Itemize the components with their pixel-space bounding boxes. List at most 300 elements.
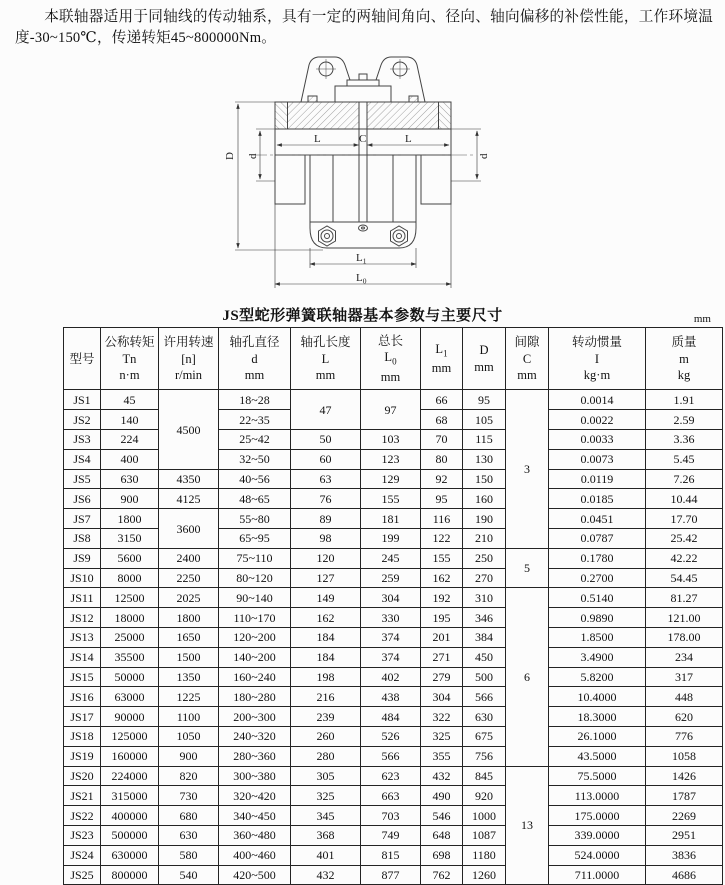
value-cell: 42.22	[646, 548, 723, 568]
value-cell: 1058	[646, 746, 723, 766]
value-cell: 271	[421, 647, 463, 667]
value-cell: 630	[101, 469, 159, 489]
value-cell: 3600	[159, 509, 219, 549]
value-cell: 630000	[101, 845, 159, 865]
dim-label-d-right: d	[477, 153, 490, 160]
value-cell: 47	[291, 390, 361, 430]
value-cell: 845	[463, 766, 506, 786]
value-cell: 0.0073	[549, 449, 646, 469]
value-cell: 526	[361, 726, 421, 746]
value-cell: 199	[361, 529, 421, 549]
value-cell: 730	[159, 786, 219, 806]
table-title: JS型蛇形弹簧联轴器基本参数与主要尺寸	[222, 308, 503, 325]
value-cell: 0.5140	[549, 588, 646, 608]
value-cell: 55~80	[219, 509, 291, 529]
value-cell: 304	[421, 687, 463, 707]
value-cell: 35500	[101, 647, 159, 667]
model-cell: JS16	[64, 687, 101, 707]
spec-table	[63, 327, 723, 885]
value-cell: 120~200	[219, 628, 291, 648]
value-cell: 438	[361, 687, 421, 707]
value-cell: 90000	[101, 707, 159, 727]
value-cell: 304	[361, 588, 421, 608]
value-cell: 8000	[101, 568, 159, 588]
value-cell: 648	[421, 825, 463, 845]
table-row	[64, 628, 723, 648]
value-cell: 95	[421, 489, 463, 509]
value-cell: 250	[463, 548, 506, 568]
model-cell: JS4	[64, 449, 101, 469]
dim-label-d-left: d	[246, 153, 259, 160]
header-row	[64, 328, 723, 390]
value-cell: 345	[291, 806, 361, 826]
col-header-bore-diameter: 轴孔直径 d mm	[219, 328, 291, 390]
value-cell: 315000	[101, 786, 159, 806]
value-cell: 305	[291, 766, 361, 786]
value-cell: 98	[291, 529, 361, 549]
value-cell: 2400	[159, 548, 219, 568]
dim-label-L0: $L_0$	[355, 272, 366, 286]
value-cell: 113.0000	[549, 786, 646, 806]
value-cell: 54.45	[646, 568, 723, 588]
model-cell: JS20	[64, 766, 101, 786]
value-cell: 5600	[101, 548, 159, 568]
value-cell: 2250	[159, 568, 219, 588]
table-row	[64, 825, 723, 845]
value-cell: 300~380	[219, 766, 291, 786]
model-cell: JS17	[64, 707, 101, 727]
table-row	[64, 390, 723, 410]
value-cell: 0.0185	[549, 489, 646, 509]
value-cell: 43.5000	[549, 746, 646, 766]
value-cell: 1350	[159, 667, 219, 687]
value-cell: 50000	[101, 667, 159, 687]
value-cell: 245	[361, 548, 421, 568]
value-cell: 317	[646, 667, 723, 687]
value-cell: 1087	[463, 825, 506, 845]
model-cell: JS9	[64, 548, 101, 568]
value-cell: 239	[291, 707, 361, 727]
value-cell: 815	[361, 845, 421, 865]
table-row	[64, 548, 723, 568]
value-cell: 259	[361, 568, 421, 588]
value-cell: 190	[463, 509, 506, 529]
value-cell: 60	[291, 449, 361, 469]
value-cell: 123	[361, 449, 421, 469]
value-cell: 280	[291, 746, 361, 766]
value-cell: 76	[291, 489, 361, 509]
value-cell: 224000	[101, 766, 159, 786]
value-cell: 66	[421, 390, 463, 410]
value-cell: 140	[101, 410, 159, 430]
value-cell: 3.4900	[549, 647, 646, 667]
table-row	[64, 608, 723, 628]
value-cell: 402	[361, 667, 421, 687]
col-header-model: 型号	[64, 328, 101, 390]
table-row	[64, 766, 723, 786]
value-cell: 630	[463, 707, 506, 727]
intro-paragraph: 本联轴器适用于同轴线的传动轴系，具有一定的两轴间角向、径向、轴向偏移的补偿性能，工作环境温度-30~150℃，传递转矩45~800000Nm。	[15, 9, 713, 46]
table-row	[64, 489, 723, 509]
value-cell: 120	[291, 548, 361, 568]
value-cell: 4500	[159, 390, 219, 469]
value-cell: 105	[463, 410, 506, 430]
value-cell: 103	[361, 430, 421, 450]
value-cell: 7.26	[646, 469, 723, 489]
value-cell: 0.9890	[549, 608, 646, 628]
value-cell: 280~360	[219, 746, 291, 766]
value-cell: 115	[463, 430, 506, 450]
value-cell: 0.0451	[549, 509, 646, 529]
spec-table-head	[64, 328, 723, 390]
model-cell: JS11	[64, 588, 101, 608]
value-cell: 80~120	[219, 568, 291, 588]
col-header-moment-of-inertia: 转动惯量 I kg·m	[549, 328, 646, 390]
value-cell: 368	[291, 825, 361, 845]
value-cell: 198	[291, 667, 361, 687]
value-cell: 1800	[159, 608, 219, 628]
table-row	[64, 588, 723, 608]
value-cell: 1225	[159, 687, 219, 707]
value-cell: 1050	[159, 726, 219, 746]
value-cell: 1500	[159, 647, 219, 667]
value-cell: 181	[361, 509, 421, 529]
value-cell: 1180	[463, 845, 506, 865]
value-cell: 360~480	[219, 825, 291, 845]
value-cell: 1426	[646, 766, 723, 786]
value-cell: 3.36	[646, 430, 723, 450]
value-cell: 240~320	[219, 726, 291, 746]
value-cell: 340~450	[219, 806, 291, 826]
model-cell: JS10	[64, 568, 101, 588]
value-cell: 0.2700	[549, 568, 646, 588]
value-cell: 18.3000	[549, 707, 646, 727]
value-cell: 2025	[159, 588, 219, 608]
value-cell: 90~140	[219, 588, 291, 608]
value-cell: 150	[463, 469, 506, 489]
table-row	[64, 786, 723, 806]
value-cell: 800000	[101, 865, 159, 885]
value-cell: 450	[463, 647, 506, 667]
table-title-row	[0, 304, 725, 324]
value-cell: 224	[101, 430, 159, 450]
model-cell: JS13	[64, 628, 101, 648]
table-row	[64, 845, 723, 865]
value-cell: 81.27	[646, 588, 723, 608]
guard-outline	[301, 57, 425, 102]
table-row	[64, 509, 723, 529]
value-cell: 5.8200	[549, 667, 646, 687]
model-cell: JS1	[64, 390, 101, 410]
value-cell: 75~110	[219, 548, 291, 568]
value-cell: 663	[361, 786, 421, 806]
value-cell: 762	[421, 865, 463, 885]
col-header-bore-length: 轴孔长度 L mm	[291, 328, 361, 390]
value-cell: 540	[159, 865, 219, 885]
value-cell: 175.0000	[549, 806, 646, 826]
value-cell: 26.1000	[549, 726, 646, 746]
value-cell: 0.0787	[549, 529, 646, 549]
value-cell: 623	[361, 766, 421, 786]
table-row	[64, 806, 723, 826]
value-cell: 0.0022	[549, 410, 646, 430]
value-cell: 279	[421, 667, 463, 687]
value-cell: 320~420	[219, 786, 291, 806]
model-cell: JS24	[64, 845, 101, 865]
value-cell: 130	[463, 449, 506, 469]
value-cell: 140~200	[219, 647, 291, 667]
value-cell: 566	[361, 746, 421, 766]
value-cell: 756	[463, 746, 506, 766]
col-header-l1-dim: $L_1$ mm	[421, 328, 463, 390]
col-header-mass: 质量 m kg	[646, 328, 723, 390]
value-cell: 566	[463, 687, 506, 707]
value-cell: 776	[646, 726, 723, 746]
value-cell: 10.44	[646, 489, 723, 509]
value-cell: 630	[159, 825, 219, 845]
table-row	[64, 865, 723, 885]
value-cell: 448	[646, 687, 723, 707]
value-cell: 484	[361, 707, 421, 727]
value-cell: 2269	[646, 806, 723, 826]
value-cell: 95	[463, 390, 506, 410]
value-cell: 121.00	[646, 608, 723, 628]
value-cell: 5	[506, 548, 549, 588]
value-cell: 400000	[101, 806, 159, 826]
value-cell: 310	[463, 588, 506, 608]
value-cell: 432	[291, 865, 361, 885]
value-cell: 5.45	[646, 449, 723, 469]
value-cell: 325	[291, 786, 361, 806]
value-cell: 698	[421, 845, 463, 865]
value-cell: 4686	[646, 865, 723, 885]
value-cell: 216	[291, 687, 361, 707]
value-cell: 1260	[463, 865, 506, 885]
value-cell: 0.0014	[549, 390, 646, 410]
value-cell: 18~28	[219, 390, 291, 410]
value-cell: 680	[159, 806, 219, 826]
value-cell: 50	[291, 430, 361, 450]
model-cell: JS19	[64, 746, 101, 766]
value-cell: 0.1780	[549, 548, 646, 568]
value-cell: 125000	[101, 726, 159, 746]
value-cell: 500	[463, 667, 506, 687]
model-cell: JS8	[64, 529, 101, 549]
value-cell: 400	[101, 449, 159, 469]
value-cell: 2951	[646, 825, 723, 845]
value-cell: 180~280	[219, 687, 291, 707]
value-cell: 400~460	[219, 845, 291, 865]
value-cell: 1000	[463, 806, 506, 826]
value-cell: 401	[291, 845, 361, 865]
value-cell: 155	[421, 548, 463, 568]
value-cell: 749	[361, 825, 421, 845]
value-cell: 129	[361, 469, 421, 489]
table-row	[64, 726, 723, 746]
model-cell: JS15	[64, 667, 101, 687]
model-cell: JS25	[64, 865, 101, 885]
model-cell: JS18	[64, 726, 101, 746]
value-cell: 201	[421, 628, 463, 648]
dim-label-L-left: L	[313, 133, 321, 146]
value-cell: 13	[506, 766, 549, 885]
value-cell: 210	[463, 529, 506, 549]
value-cell: 524.0000	[549, 845, 646, 865]
value-cell: 325	[421, 726, 463, 746]
value-cell: 432	[421, 766, 463, 786]
value-cell: 4125	[159, 489, 219, 509]
value-cell: 63	[291, 469, 361, 489]
value-cell: 65~95	[219, 529, 291, 549]
value-cell: 70	[421, 430, 463, 450]
value-cell: 1650	[159, 628, 219, 648]
value-cell: 374	[361, 628, 421, 648]
value-cell: 18000	[101, 608, 159, 628]
value-cell: 703	[361, 806, 421, 826]
value-cell: 1100	[159, 707, 219, 727]
value-cell: 920	[463, 786, 506, 806]
value-cell: 40~56	[219, 469, 291, 489]
value-cell: 48~65	[219, 489, 291, 509]
model-cell: JS3	[64, 430, 101, 450]
value-cell: 900	[159, 746, 219, 766]
value-cell: 25~42	[219, 430, 291, 450]
value-cell: 192	[421, 588, 463, 608]
model-cell: JS2	[64, 410, 101, 430]
table-row	[64, 707, 723, 727]
value-cell: 1800	[101, 509, 159, 529]
value-cell: 3	[506, 390, 549, 548]
value-cell: 10.4000	[549, 687, 646, 707]
value-cell: 160000	[101, 746, 159, 766]
value-cell: 234	[646, 647, 723, 667]
value-cell: 68	[421, 410, 463, 430]
value-cell: 322	[421, 707, 463, 727]
value-cell: 160~240	[219, 667, 291, 687]
model-cell: JS14	[64, 647, 101, 667]
value-cell: 178.00	[646, 628, 723, 648]
value-cell: 260	[291, 726, 361, 746]
value-cell: 195	[421, 608, 463, 628]
value-cell: 12500	[101, 588, 159, 608]
value-cell: 420~500	[219, 865, 291, 885]
value-cell: 25.42	[646, 529, 723, 549]
value-cell: 3150	[101, 529, 159, 549]
coupling-figure	[223, 52, 503, 300]
model-cell: JS12	[64, 608, 101, 628]
value-cell: 711.0000	[549, 865, 646, 885]
value-cell: 3836	[646, 845, 723, 865]
model-cell: JS23	[64, 825, 101, 845]
value-cell: 877	[361, 865, 421, 885]
value-cell: 184	[291, 628, 361, 648]
value-cell: 270	[463, 568, 506, 588]
value-cell: 162	[291, 608, 361, 628]
value-cell: 110~170	[219, 608, 291, 628]
value-cell: 355	[421, 746, 463, 766]
value-cell: 75.5000	[549, 766, 646, 786]
value-cell: 17.70	[646, 509, 723, 529]
value-cell: 92	[421, 469, 463, 489]
value-cell: 490	[421, 786, 463, 806]
value-cell: 184	[291, 647, 361, 667]
value-cell: 820	[159, 766, 219, 786]
value-cell: 116	[421, 509, 463, 529]
value-cell: 580	[159, 845, 219, 865]
value-cell: 374	[361, 647, 421, 667]
value-cell: 384	[463, 628, 506, 648]
dim-label-L-right: L	[404, 133, 412, 146]
value-cell: 32~50	[219, 449, 291, 469]
table-unit-note: mm	[693, 313, 711, 326]
value-cell: 122	[421, 529, 463, 549]
value-cell: 620	[646, 707, 723, 727]
table-row	[64, 667, 723, 687]
table-row	[64, 687, 723, 707]
value-cell: 339.0000	[549, 825, 646, 845]
table-row	[64, 568, 723, 588]
value-cell: 0.0033	[549, 430, 646, 450]
dim-label-C: C	[358, 133, 366, 146]
coupling-drawing	[223, 52, 503, 295]
col-header-outer-diameter: D mm	[463, 328, 506, 390]
col-header-nominal-torque: 公称转矩 Tn n·m	[101, 328, 159, 390]
value-cell: 127	[291, 568, 361, 588]
value-cell: 22~35	[219, 410, 291, 430]
hub-body	[275, 129, 451, 248]
value-cell: 4350	[159, 469, 219, 489]
value-cell: 1.91	[646, 390, 723, 410]
value-cell: 546	[421, 806, 463, 826]
dim-label-L1: $L_1$	[355, 252, 366, 266]
value-cell: 45	[101, 390, 159, 410]
table-row	[64, 746, 723, 766]
value-cell: 155	[361, 489, 421, 509]
value-cell: 162	[421, 568, 463, 588]
value-cell: 346	[463, 608, 506, 628]
value-cell: 97	[361, 390, 421, 430]
dim-label-D: D	[223, 152, 236, 161]
value-cell: 1.8500	[549, 628, 646, 648]
value-cell: 63000	[101, 687, 159, 707]
spec-table-body	[64, 390, 723, 885]
model-cell: JS21	[64, 786, 101, 806]
table-row	[64, 469, 723, 489]
value-cell: 0.0119	[549, 469, 646, 489]
value-cell: 1787	[646, 786, 723, 806]
value-cell: 675	[463, 726, 506, 746]
value-cell: 6	[506, 588, 549, 766]
value-cell: 200~300	[219, 707, 291, 727]
col-header-gap-c: 间隙 C mm	[506, 328, 549, 390]
value-cell: 25000	[101, 628, 159, 648]
col-header-allowable-speed: 许用转速 [n] r/min	[159, 328, 219, 390]
value-cell: 500000	[101, 825, 159, 845]
model-cell: JS6	[64, 489, 101, 509]
value-cell: 2.59	[646, 410, 723, 430]
model-cell: JS7	[64, 509, 101, 529]
value-cell: 149	[291, 588, 361, 608]
value-cell: 89	[291, 509, 361, 529]
value-cell: 330	[361, 608, 421, 628]
value-cell: 160	[463, 489, 506, 509]
value-cell: 80	[421, 449, 463, 469]
col-header-total-length: 总长 $L_0$ mm	[361, 328, 421, 390]
model-cell: JS5	[64, 469, 101, 489]
table-row	[64, 647, 723, 667]
model-cell: JS22	[64, 806, 101, 826]
value-cell: 900	[101, 489, 159, 509]
